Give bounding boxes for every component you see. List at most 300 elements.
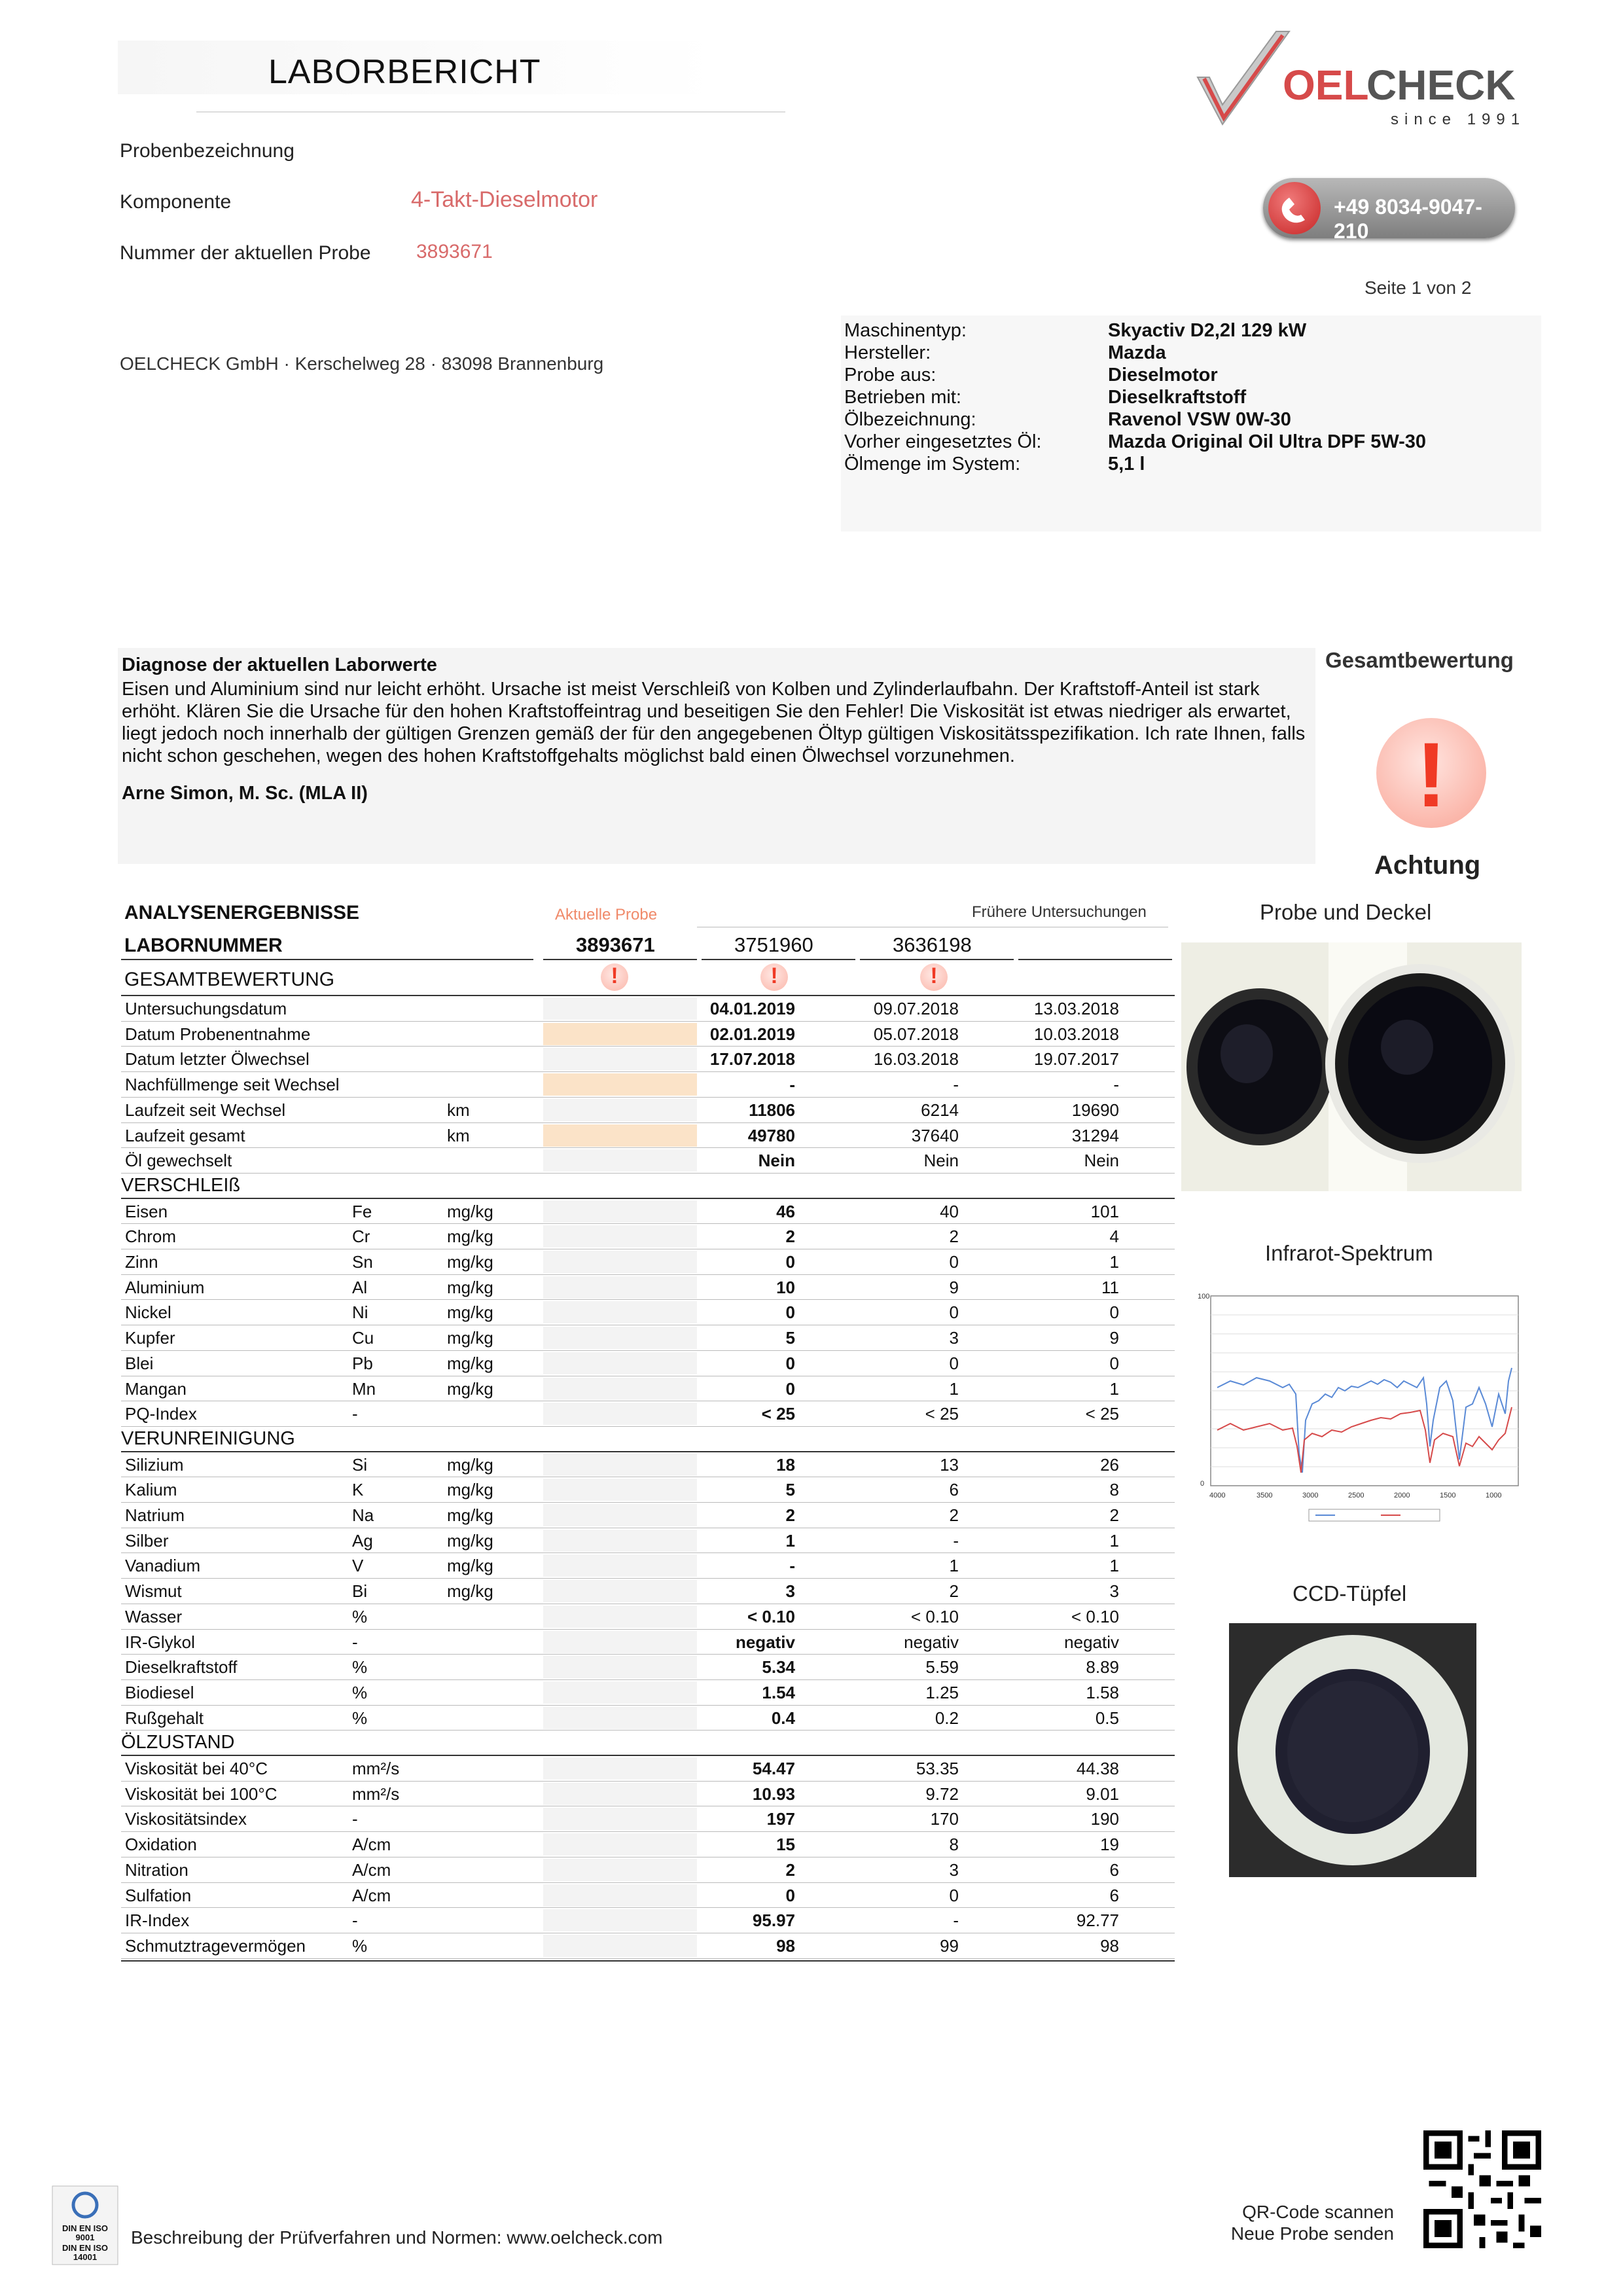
rule: [702, 959, 855, 960]
table-row: [121, 1630, 1175, 1655]
table-row: [121, 1553, 1175, 1578]
gesamt-label: GESAMTBEWERTUNG: [124, 969, 335, 990]
table-row: [121, 1655, 1175, 1679]
row-prev-2-value: 0.5: [1095, 1708, 1119, 1728]
brand-since: since 1991: [1391, 111, 1526, 128]
row-symbol: Pb: [352, 1353, 373, 1373]
machine-field-label: Ölmenge im System:: [844, 454, 1021, 475]
row-prev-2-value: 6: [1109, 1885, 1119, 1905]
row-name: Eisen: [125, 1201, 168, 1221]
table-row: [121, 1452, 1175, 1477]
row-symbol: %: [352, 1708, 368, 1728]
row-current-value: 17.07.2018: [709, 1049, 795, 1069]
brand-name-text-2: CHECK: [1366, 62, 1516, 109]
row-prev-2-value: 13.03.2018: [1033, 999, 1119, 1018]
row-prev-2-value: 0: [1109, 1353, 1119, 1373]
machine-field-label: Hersteller:: [844, 342, 931, 363]
row-prev-1-value: 40: [940, 1201, 959, 1221]
row-name: Wasser: [125, 1606, 183, 1626]
table-row: [121, 1376, 1175, 1401]
row-current-value: 5: [785, 1328, 795, 1348]
row-name: Rußgehalt: [125, 1708, 204, 1728]
row-unit: mg/kg: [447, 1277, 493, 1297]
row-symbol: -: [352, 1910, 358, 1931]
table-row: [121, 1275, 1175, 1300]
row-prev-2-value: 1: [1109, 1556, 1119, 1576]
warning-icon: [1376, 718, 1486, 828]
row-name: Sulfation: [125, 1885, 192, 1905]
row-symbol: Bi: [352, 1581, 368, 1602]
table-row: [121, 996, 1175, 1021]
row-prev-2-value: 1: [1109, 1530, 1119, 1551]
row-prev-1-value: 3: [949, 1859, 959, 1880]
row-current-value: 1.54: [762, 1682, 795, 1702]
row-name: Chrom: [125, 1227, 177, 1247]
row-prev-1-value: negativ: [904, 1632, 959, 1652]
row-name: Blei: [125, 1353, 154, 1373]
row-prev-1-value: 5.59: [925, 1657, 959, 1677]
warning-symbol: !: [770, 963, 778, 988]
row-name: Natrium: [125, 1505, 185, 1525]
row-current-value: 0: [785, 1302, 795, 1323]
machine-field-label: Ölbezeichnung:: [844, 409, 976, 430]
row-symbol: V: [352, 1556, 364, 1576]
iso-line-4: 14001: [73, 2252, 98, 2262]
row-unit: mg/kg: [447, 1302, 493, 1323]
row-symbol: -: [352, 1809, 358, 1829]
machine-field-value: Dieselkraftstoff: [1108, 387, 1247, 408]
ir-spectrum-heading: Infrarot-Spektrum: [1265, 1241, 1433, 1265]
row-current-value: 04.01.2019: [709, 999, 795, 1018]
row-prev-1-value: 0: [949, 1302, 959, 1323]
title-underline: [196, 111, 785, 113]
row-symbol: Cr: [352, 1227, 370, 1247]
row-prev-2-value: 31294: [1071, 1125, 1119, 1145]
labnr-prev-2: 3636198: [893, 933, 972, 956]
row-prev-1-value: 05.07.2018: [873, 1024, 959, 1044]
row-name: IR-Index: [125, 1910, 190, 1931]
row-divider: [121, 1730, 1175, 1731]
row-name: Viskositätsindex: [125, 1809, 247, 1829]
komponente-label: Komponente: [120, 191, 232, 213]
row-prev-2-value: 11: [1101, 1277, 1119, 1297]
row-name: Datum letzter Ölwechsel: [125, 1049, 310, 1069]
row-symbol: A/cm: [352, 1859, 391, 1880]
oelcheck-logo: [1191, 26, 1531, 137]
row-prev-2-value: 92.77: [1076, 1910, 1119, 1931]
row-prev-1-value: 1: [949, 1556, 959, 1576]
row-current-value: < 0.10: [747, 1606, 795, 1626]
row-prev-1-value: 2: [949, 1581, 959, 1602]
row-current-value: 3: [785, 1581, 795, 1602]
footer-link[interactable]: Beschreibung der Prüfverfahren und Normen: www.oelcheck.com: [131, 2227, 663, 2248]
row-current-value: 18: [776, 1454, 795, 1475]
row-prev-2-value: 3: [1109, 1581, 1119, 1602]
previous-samples-label: Frühere Untersuchungen: [972, 903, 1147, 921]
row-unit: mg/kg: [447, 1505, 493, 1525]
row-prev-1-value: 0: [949, 1252, 959, 1272]
table-row: [121, 1756, 1175, 1781]
row-prev-2-value: 1: [1109, 1252, 1119, 1272]
row-divider: [121, 1426, 1175, 1427]
table-row: [121, 1782, 1175, 1806]
row-current-value: 11806: [749, 1100, 795, 1120]
warning-symbol: !: [611, 963, 618, 988]
row-prev-2-value: 8.89: [1086, 1657, 1119, 1677]
row-current-value: 10: [776, 1277, 795, 1297]
row-prev-2-value: Nein: [1084, 1151, 1119, 1171]
row-current-value: negativ: [735, 1632, 795, 1652]
row-name: Kupfer: [125, 1328, 175, 1348]
row-name: Zinn: [125, 1252, 158, 1272]
svg-text:2500: 2500: [1348, 1492, 1364, 1499]
warning-icon-prev-1: [760, 963, 788, 991]
iso-certification-seal: [49, 2183, 121, 2268]
diagnosis-heading: Diagnose der aktuellen Laborwerte: [122, 655, 437, 675]
warning-symbol: !: [1416, 723, 1447, 826]
row-current-value: Nein: [758, 1151, 795, 1171]
table-row: [121, 1072, 1175, 1097]
table-row: [121, 1325, 1175, 1350]
row-current-value: 0: [785, 1353, 795, 1373]
phone-icon: [1268, 182, 1321, 234]
phone-number: +49 8034-9047-210: [1334, 195, 1482, 243]
sample-photo: [1181, 942, 1522, 1191]
table-row: [121, 1022, 1175, 1047]
row-prev-1-value: < 25: [925, 1404, 959, 1424]
diagnosis-signature: Arne Simon, M. Sc. (MLA II): [122, 783, 368, 804]
row-current-value: 46: [776, 1201, 795, 1221]
svg-text:1500: 1500: [1440, 1492, 1456, 1499]
table-row: [121, 1883, 1175, 1908]
row-name: Silizium: [125, 1454, 184, 1475]
row-current-value: 0: [785, 1252, 795, 1272]
row-prev-1-value: -: [953, 1910, 959, 1931]
row-prev-2-value: 9.01: [1086, 1784, 1119, 1804]
table-row: [121, 1933, 1175, 1958]
row-unit: mg/kg: [447, 1353, 493, 1373]
machine-field-value: Ravenol VSW 0W-30: [1108, 409, 1291, 430]
row-current-value: 5.34: [762, 1657, 795, 1677]
row-name: Silber: [125, 1530, 169, 1551]
row-prev-1-value: Nein: [923, 1151, 959, 1171]
row-current-value: 2: [785, 1505, 795, 1525]
row-prev-1-value: 8: [949, 1835, 959, 1855]
row-current-value: 98: [776, 1935, 795, 1956]
row-name: Kalium: [125, 1480, 177, 1500]
row-symbol: Al: [352, 1277, 368, 1297]
row-name: Öl gewechselt: [125, 1151, 232, 1171]
machine-field-value: Dieselmotor: [1108, 365, 1218, 386]
row-prev-1-value: 37640: [911, 1125, 959, 1145]
iso-line-2: 9001: [75, 2233, 95, 2242]
row-current-value: < 25: [761, 1404, 795, 1424]
lab-address: OELCHECK GmbH · Kerschelweg 28 · 83098 Brannenburg: [120, 353, 604, 374]
row-current-value: -: [789, 1556, 795, 1576]
row-prev-1-value: 9: [949, 1277, 959, 1297]
table-row: [121, 1477, 1175, 1502]
section-verschleiss: VERSCHLEIß: [121, 1174, 241, 1196]
rule: [121, 959, 533, 960]
row-name: Laufzeit seit Wechsel: [125, 1100, 286, 1120]
row-name: Viskosität bei 100°C: [125, 1784, 277, 1804]
probe-deckel-heading: Probe und Deckel: [1260, 900, 1432, 924]
row-name: Vanadium: [125, 1556, 201, 1576]
row-prev-1-value: 9.72: [925, 1784, 959, 1804]
row-prev-1-value: 2: [949, 1505, 959, 1525]
results-title: ANALYSENERGEBNISSE: [124, 902, 359, 924]
row-current-value: 0: [785, 1885, 795, 1905]
table-row: [121, 1528, 1175, 1553]
section-oelzustand: ÖLZUSTAND: [121, 1732, 235, 1753]
row-prev-1-value: 16.03.2018: [873, 1049, 959, 1069]
row-name: Nachfüllmenge seit Wechsel: [125, 1075, 340, 1095]
row-symbol: %: [352, 1657, 368, 1677]
probe-number-label: Nummer der aktuellen Probe: [120, 242, 371, 264]
row-prev-2-value: 0: [1109, 1302, 1119, 1323]
rule: [1018, 959, 1172, 960]
row-divider: [121, 1958, 1175, 1959]
table-row: [121, 1832, 1175, 1857]
row-unit: km: [447, 1100, 470, 1120]
row-prev-2-value: < 0.10: [1071, 1606, 1119, 1626]
row-prev-1-value: 53.35: [916, 1759, 959, 1778]
row-name: Mangan: [125, 1378, 187, 1399]
row-prev-1-value: 6: [949, 1480, 959, 1500]
row-name: Oxidation: [125, 1835, 197, 1855]
table-row: [121, 1857, 1175, 1882]
row-prev-2-value: 9: [1109, 1328, 1119, 1348]
table-row: [121, 1680, 1175, 1705]
svg-text:100: 100: [1198, 1293, 1210, 1300]
table-row: [121, 1224, 1175, 1249]
row-prev-2-value: 1: [1109, 1378, 1119, 1399]
row-name: Untersuchungsdatum: [125, 999, 287, 1018]
svg-text:4000: 4000: [1209, 1492, 1226, 1499]
row-prev-2-value: 19690: [1071, 1100, 1119, 1120]
row-name: PQ-Index: [125, 1404, 197, 1424]
overall-rating-heading: Gesamtbewertung: [1325, 648, 1514, 672]
row-unit: mg/kg: [447, 1581, 493, 1602]
machine-field-label: Vorher eingesetztes Öl:: [844, 431, 1042, 452]
table-row: [121, 1908, 1175, 1933]
row-symbol: mm²/s: [352, 1784, 400, 1804]
table-row: [121, 1249, 1175, 1274]
row-name: Nickel: [125, 1302, 171, 1323]
row-prev-1-value: 13: [940, 1454, 959, 1475]
row-symbol: -: [352, 1404, 358, 1424]
overall-status: Achtung: [1374, 851, 1481, 880]
page-indicator: Seite 1 von 2: [1364, 278, 1472, 298]
probenbezeichnung-label: Probenbezeichnung: [120, 140, 294, 162]
qr-caption: [1178, 2201, 1394, 2244]
row-current-value: -: [789, 1075, 795, 1095]
machine-field-value: 5,1 l: [1108, 454, 1145, 475]
komponente-value: 4-Takt-Dieselmotor: [411, 187, 598, 212]
table-row: [121, 1706, 1175, 1731]
row-current-value: 0.4: [771, 1708, 795, 1728]
row-prev-1-value: 0: [949, 1885, 959, 1905]
row-name: Wismut: [125, 1581, 182, 1602]
row-unit: mg/kg: [447, 1480, 493, 1500]
labnr-current: 3893671: [576, 933, 655, 956]
svg-text:3500: 3500: [1257, 1492, 1273, 1499]
table-row: [121, 1579, 1175, 1604]
row-unit: mg/kg: [447, 1201, 493, 1221]
row-current-value: 5: [785, 1480, 795, 1500]
row-prev-1-value: -: [953, 1075, 959, 1095]
row-current-value: 49780: [747, 1125, 795, 1145]
row-name: Laufzeit gesamt: [125, 1125, 245, 1145]
row-unit: mg/kg: [447, 1454, 493, 1475]
svg-text:3000: 3000: [1302, 1492, 1319, 1499]
probe-number-value: 3893671: [416, 241, 493, 262]
row-prev-2-value: 2: [1109, 1505, 1119, 1525]
machine-field-value: Mazda: [1108, 342, 1166, 363]
table-row: [121, 1098, 1175, 1122]
warning-icon-prev-2: [920, 963, 948, 991]
row-unit: mg/kg: [447, 1530, 493, 1551]
row-current-value: 95.97: [752, 1910, 795, 1931]
ccd-spot-image: [1229, 1623, 1476, 1877]
row-current-value: 54.47: [752, 1759, 795, 1778]
warning-symbol: !: [930, 963, 938, 988]
row-prev-1-value: 09.07.2018: [873, 999, 959, 1018]
machine-field-label: Maschinentyp:: [844, 320, 967, 341]
row-prev-2-value: 6: [1109, 1859, 1119, 1880]
row-unit: km: [447, 1125, 470, 1145]
row-symbol: Ag: [352, 1530, 373, 1551]
ir-spectrum-chart: [1178, 1289, 1525, 1538]
row-current-value: 2: [785, 1227, 795, 1247]
row-name: Viskosität bei 40°C: [125, 1759, 268, 1778]
row-symbol: %: [352, 1935, 368, 1956]
row-symbol: mm²/s: [352, 1759, 400, 1778]
row-symbol: A/cm: [352, 1885, 391, 1905]
row-current-value: 0: [785, 1378, 795, 1399]
page-title: LABORBERICHT: [268, 53, 541, 91]
iso-line-3: DIN EN ISO: [62, 2243, 109, 2253]
row-current-value: 1: [785, 1530, 795, 1551]
brand-name-text: OEL: [1283, 62, 1369, 109]
row-name: Biodiesel: [125, 1682, 194, 1702]
table-row: [121, 1123, 1175, 1148]
row-name: Schmutztragevermögen: [125, 1935, 306, 1956]
row-name: Dieselkraftstoff: [125, 1657, 238, 1677]
row-prev-2-value: -: [1113, 1075, 1119, 1095]
machine-field-label: Probe aus:: [844, 365, 936, 386]
row-symbol: Cu: [352, 1328, 374, 1348]
row-prev-2-value: 1.58: [1086, 1682, 1119, 1702]
ccd-heading: CCD-Tüpfel: [1293, 1581, 1407, 1605]
row-unit: mg/kg: [447, 1556, 493, 1576]
svg-text:1000: 1000: [1486, 1492, 1502, 1499]
row-current-value: 02.01.2019: [709, 1024, 795, 1044]
qr-code[interactable]: [1423, 2130, 1541, 2248]
row-unit: mg/kg: [447, 1378, 493, 1399]
iso-line-1: DIN EN ISO: [62, 2223, 109, 2233]
table-row: [121, 1199, 1175, 1224]
machine-field-label: Betrieben mit:: [844, 387, 961, 408]
row-prev-1-value: 170: [930, 1809, 959, 1829]
machine-field-value: Mazda Original Oil Ultra DPF 5W-30: [1108, 431, 1427, 452]
row-prev-1-value: -: [953, 1530, 959, 1551]
row-prev-1-value: < 0.10: [910, 1606, 959, 1626]
table-row: [121, 1503, 1175, 1528]
row-prev-1-value: 2: [949, 1227, 959, 1247]
row-current-value: 15: [776, 1835, 795, 1855]
section-verunreinigung: VERUNREINIGUNG: [121, 1427, 295, 1449]
table-row: [121, 1401, 1175, 1426]
row-prev-2-value: negativ: [1064, 1632, 1119, 1652]
row-prev-2-value: 98: [1100, 1935, 1119, 1956]
row-prev-1-value: 0: [949, 1353, 959, 1373]
row-name: IR-Glykol: [125, 1632, 195, 1652]
row-prev-1-value: 0.2: [935, 1708, 959, 1728]
row-symbol: %: [352, 1682, 368, 1702]
row-prev-2-value: 101: [1090, 1201, 1119, 1221]
diagnosis-text: Eisen und Aluminium sind nur leicht erhöht. Ursache ist meist Verschleiß von Kolben und Zylinderlaufbahn. Der Kraftstoff-Anteil ist stark erhöht. Klären Sie die Ursache für den hohen Kraftstoffeintrag und beseitigen Sie den Fehler! Die Viskosität ist etwas niedriger als erwartet, liegt jedoch noch innerhalb der gültigen Grenzen gemäß der für den angegebenen Öltyp gültigen Viskositätsspezifikation. Ich rate Ihnen, falls nicht schon geschehen, wegen des hohen Kraftstoffgehalts möglichst bald einen Ölwechsel vorzunehmen.: [122, 679, 1306, 766]
row-prev-2-value: 10.03.2018: [1033, 1024, 1119, 1044]
table-row: [121, 1604, 1175, 1629]
row-current-value: 10.93: [752, 1784, 795, 1804]
table-row: [121, 1148, 1175, 1173]
row-name: Aluminium: [125, 1277, 205, 1297]
row-symbol: K: [352, 1480, 364, 1500]
row-prev-2-value: 44.38: [1076, 1759, 1119, 1778]
row-symbol: Mn: [352, 1378, 376, 1399]
row-prev-2-value: 190: [1090, 1809, 1119, 1829]
warning-icon-current: [601, 963, 628, 991]
row-unit: mg/kg: [447, 1227, 493, 1247]
row-symbol: -: [352, 1632, 358, 1652]
table-row: [121, 1351, 1175, 1376]
row-name: Datum Probenentnahme: [125, 1024, 311, 1044]
svg-text:2000: 2000: [1394, 1492, 1410, 1499]
row-prev-1-value: 1: [949, 1378, 959, 1399]
table-row: [121, 1806, 1175, 1831]
current-sample-label: Aktuelle Probe: [555, 906, 658, 924]
row-unit: mg/kg: [447, 1328, 493, 1348]
row-current-value: 2: [785, 1859, 795, 1880]
rule: [543, 959, 697, 960]
row-prev-1-value: 1.25: [925, 1682, 959, 1702]
row-prev-2-value: 19: [1100, 1835, 1119, 1855]
row-prev-1-value: 6214: [921, 1100, 959, 1120]
qr-caption-1: QR-Code scannen: [1242, 2202, 1394, 2222]
row-symbol: Ni: [352, 1302, 368, 1323]
phone-badge[interactable]: [1263, 178, 1515, 243]
checkmark-logo-icon: [1191, 26, 1531, 137]
row-symbol: Na: [352, 1505, 374, 1525]
row-current-value: 197: [766, 1809, 795, 1829]
row-symbol: Sn: [352, 1252, 373, 1272]
row-prev-2-value: 4: [1109, 1227, 1119, 1247]
row-unit: mg/kg: [447, 1252, 493, 1272]
labnr-label: LABORNUMMER: [124, 935, 283, 956]
row-symbol: Fe: [352, 1201, 372, 1221]
row-prev-1-value: 3: [949, 1328, 959, 1348]
row-prev-2-value: 8: [1109, 1480, 1119, 1500]
row-symbol: %: [352, 1606, 368, 1626]
svg-text:0: 0: [1200, 1480, 1205, 1488]
row-name: Nitration: [125, 1859, 188, 1880]
table-row: [121, 1300, 1175, 1325]
qr-caption-2: Neue Probe senden: [1230, 2223, 1394, 2244]
row-divider: [121, 1173, 1175, 1174]
table-end-rule: [121, 1960, 1175, 1962]
row-prev-2-value: 19.07.2017: [1033, 1049, 1119, 1069]
